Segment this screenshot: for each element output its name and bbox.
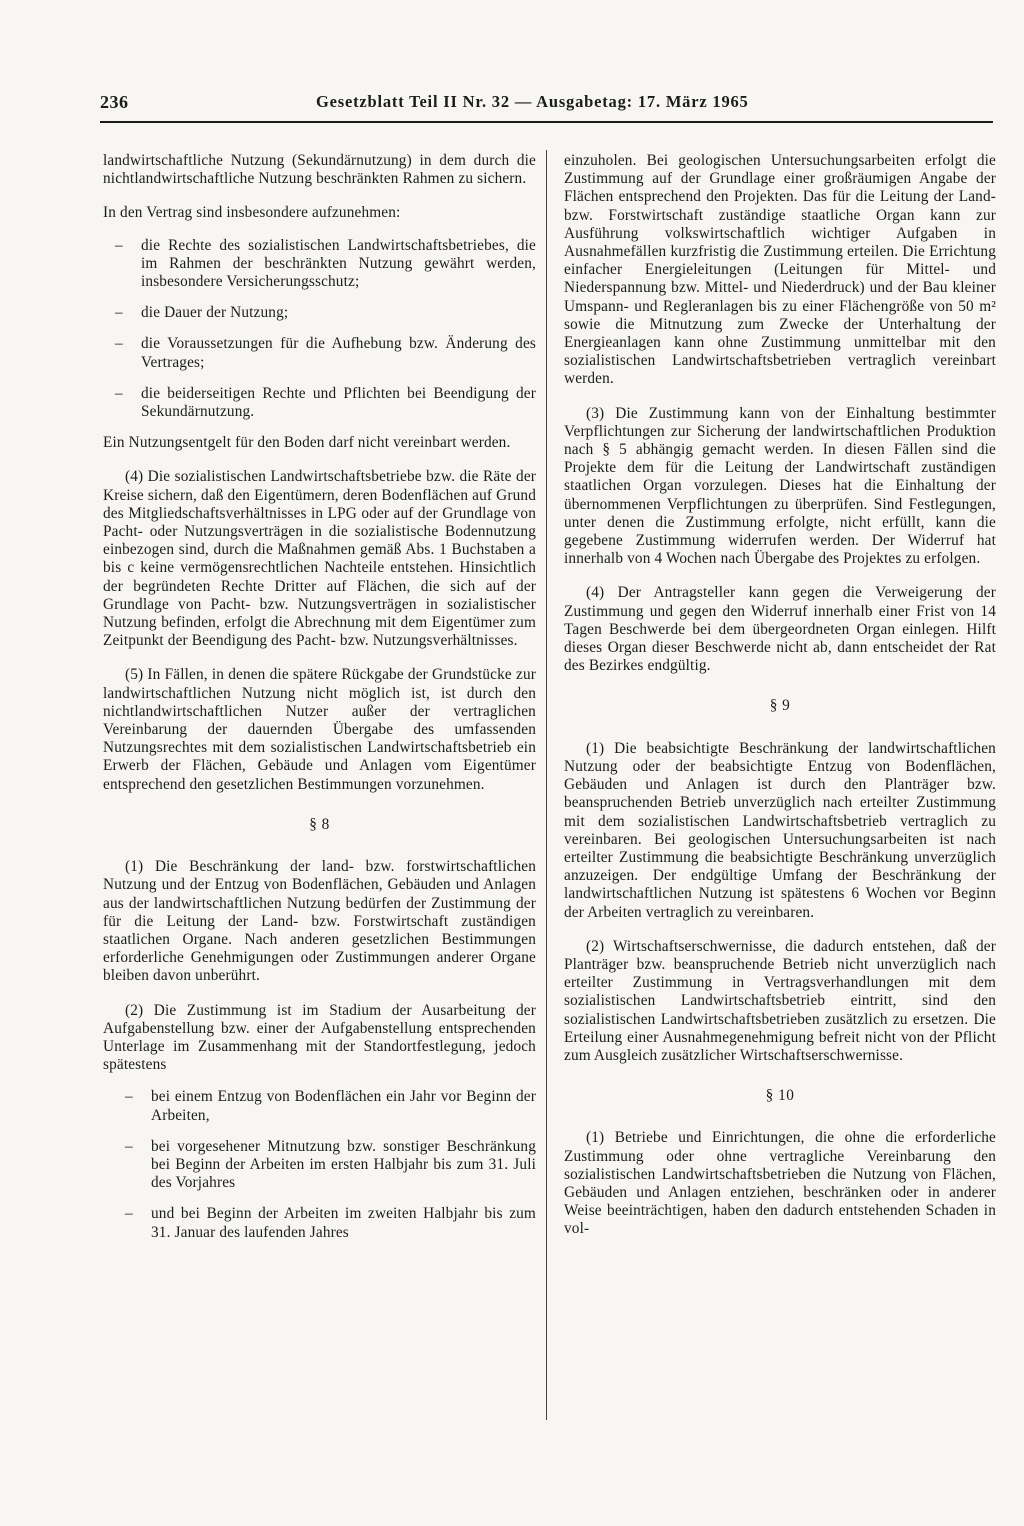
list-item: – die beiderseitigen Rechte und Pflichten bei Beendigung der Sekundärnutzung. xyxy=(115,384,536,421)
paragraph: landwirtschaftliche Nutzung (Sekundärnutzung) in dem durch die nichtlandwirtschaftliche Nutzung beschränkten Rahmen zu sichern. xyxy=(103,152,536,188)
paragraph: Ein Nutzungsentgelt für den Boden darf nicht vereinbart werden. xyxy=(103,434,511,452)
paragraph: (2) Die Zustimmung ist im Stadium der Ausarbeitung der Aufgabenstellung bzw. einer der Aufgabenstellung entsprechenden Unterlage im Zusammenhang mit der Standortfestlegung, jedoch spätestens xyxy=(103,1001,536,1074)
contract-items-list xyxy=(103,237,536,422)
paragraph: einzuholen. Bei geologischen Untersuchungsarbeiten erfolgt die Zustimmung auf der Grundlage einer großräumigen Angabe der Flächen entsprechend den Projekten. Das für die Leitung der Land- bzw. Forstwirtschaft zuständige staatliche Organ kann zur Ausführung volkswirtschaftlich wichtiger Aufgaben in Ausnahmefällen kurzfristig die Zustimmung erteilen. Die Errichtung einfacher Energieleitungen (Leitungen für Mittel- und Niederspannung bzw. Mittel- und Niederdruck) und der Bau kleiner Umspann- und Regleranlagen bis zu einer Flächengröße von 50 m² sowie die Mitnutzung zum Zwecke der Unterhaltung der Energieanlagen kann ohne Zustimmung unmittelbar mit den sozialistischen Landwirtschaftsbetrieben vertraglich vereinbart werden. xyxy=(564,152,996,388)
list-item: – und bei Beginn der Arbeiten im zweiten Halbjahr bis zum 31. Januar des laufenden Jahres xyxy=(125,1205,536,1241)
paragraph: In den Vertrag sind insbesondere aufzunehmen: xyxy=(103,204,401,222)
running-title: Gesetzblatt Teil II Nr. 32 — Ausgabetag: 17. März 1965 xyxy=(316,92,749,111)
section-heading-9: § 9 xyxy=(769,697,791,715)
column-rule xyxy=(546,150,547,1420)
dash-icon: – xyxy=(115,335,123,353)
paragraph: (1) Die beabsichtigte Beschränkung der landwirtschaftlichen Nutzung oder der beabsichtigte Entzug von Bodenflächen, Gebäuden und Anlagen ist durch den Planträger bzw. beanspruchenden Betrieb unverzüglich nach erteilter Zustimmung mit dem sozialistischen Landwirtschaftsbetrieb vertraglich zu vereinbaren. Bei geologischen Untersuchungsarbeiten ist nach erteilter Zustimmung die beabsichtigte Beschränkung unverzüglich anzuzeigen. Der endgültige Umfang der Beschränkung der landwirtschaftlichen Nutzung ist spätestens 6 Wochen vor Beginn der Arbeiten vertraglich zu vereinbaren. xyxy=(564,739,996,921)
deadline-list xyxy=(103,1088,536,1241)
list-item: – bei einem Entzug von Bodenflächen ein Jahr vor Beginn der Arbeiten, xyxy=(125,1088,536,1124)
dash-icon: – xyxy=(125,1205,133,1223)
header-rule xyxy=(100,121,993,123)
paragraph: (4) Der Antragsteller kann gegen die Verweigerung der Zustimmung und gegen den Widerruf innerhalb einer Frist von 14 Tagen Beschwerde bei dem übergeordneten Organ einlegen. Hilft dieses Organ dieser Beschwerde nicht ab, dann entscheidet der Rat des Bezirkes endgültig. xyxy=(564,584,996,675)
paragraph: (1) Die Beschränkung der land- bzw. forstwirtschaftlichen Nutzung und der Entzug von Bodenflächen, Gebäuden und Anlagen aus der landwirtschaftlichen Nutzung bedürfen der Zustimmung der für die Leitung der Land- bzw. Forstwirtschaft zuständigen staatlichen Organe. Nach anderen gesetzlichen Bestimmungen erforderliche Genehmigungen oder Zustimmungen anderer Organe bleiben davon unberührt. xyxy=(103,858,536,985)
dash-icon: – xyxy=(115,304,123,322)
list-item: – die Voraussetzungen für die Aufhebung bzw. Änderung des Vertrages; xyxy=(115,335,536,371)
dash-icon: – xyxy=(125,1137,133,1155)
dash-icon: – xyxy=(125,1088,133,1106)
right-column xyxy=(564,152,996,1239)
section-heading-10: § 10 xyxy=(765,1087,795,1105)
paragraph: (5) In Fällen, in denen die spätere Rückgabe der Grundstücke zur landwirtschaftlichen Nutzung nicht möglich ist, ist durch den nichtlandwirtschaftlichen Nutzer außer der vertraglichen Vereinbarung der dauernden Übergabe des umfassenden Nutzungsrechtes mit dem sozialistischen Landwirtschaftsbetrieb ein Erwerb der Flächen, Gebäude und Anlagen vom Eigentümer entsprechend den gesetzlichen Bestimmungen vorzunehmen. xyxy=(103,666,536,793)
dash-icon: – xyxy=(115,236,123,254)
left-column xyxy=(103,152,536,1255)
list-item: – die Dauer der Nutzung; xyxy=(115,304,289,322)
list-item: – bei vorgesehener Mitnutzung bzw. sonstiger Beschränkung bei Beginn der Arbeiten im ersten Halbjahr bis zum 31. Juli des Vorjahres xyxy=(125,1137,536,1192)
list-item: – die Rechte des sozialistischen Landwirtschaftsbetriebes, die im Rahmen der beschränkten Nutzung gewährt werden, insbesondere Versicherungsschutz; xyxy=(115,236,536,291)
page-number: 236 xyxy=(100,92,129,112)
paragraph: (3) Die Zustimmung kann von der Einhaltung bestimmter Verpflichtungen zur Sicherung der landwirtschaftlichen Produktion nach § 5 abhängig gemacht werden. In diesen Fällen sind die Projekte dem für die Leitung der Landwirtschaft zuständigen staatlichen Organ vorzulegen. Dieses hat die Einhaltung der übernommenen Verpflichtungen zu überprüfen. Sind Festlegungen, unter denen die Zustimmung erfolgte, nicht erfüllt, kann die gegebene Zustimmung widerrufen werden. Der Widerruf hat innerhalb von 4 Wochen nach Übergabe des Projektes zu erfolgen. xyxy=(564,404,996,568)
dash-icon: – xyxy=(115,384,123,402)
section-heading-8: § 8 xyxy=(309,815,330,833)
paragraph: (1) Betriebe und Einrichtungen, die ohne die erforderliche Zustimmung oder ohne vertragliche Vereinbarung den sozialistischen Landwirtschaftsbetrieben die Nutzung von Flächen, Gebäuden und Anlagen entziehen, beschränken oder in anderer Weise beeinträchtigen, haben den dadurch entstehenden Schaden in vol- xyxy=(564,1129,996,1238)
paragraph: (2) Wirtschaftserschwernisse, die dadurch entstehen, daß der Planträger bzw. beanspruchende Betrieb nicht unverzüglich nach erteilter Zustimmung in Vertragsverhandlungen mit dem sozialistischen Landwirtschaftsbetrieb eintritt, sind den sozialistischen Landwirtschaftsbetrieben zusätzlich zu ersetzen. Die Erteilung einer Ausnahmegenehmigung befreit nicht von der Pflicht zum Ausgleich zusätzlicher Wirtschaftserschwernisse. xyxy=(564,937,996,1064)
paragraph: (4) Die sozialistischen Landwirtschaftsbetriebe bzw. die Räte der Kreise sichern, daß den Eigentümern, deren Bodenflächen auf Grund des Mitgliedschaftsverhältnisses in LPG oder auf der Grundlage von Pacht- oder Nutzungsverträgen in die sozialistische Bodennutzung einbezogen sind, durch die Maßnahmen gemäß Abs. 1 Buchstaben a bis c keine vermögensrechtlichen Nachteile entstehen. Hinsichtlich der begründeten Rechte Dritter auf Flächen, die sich auf der Grundlage von Pacht- bzw. Nutzungsverträgen in sozialistischer Nutzung befinden, erfolgt die Abrechnung mit dem Eigentümer zum Zeitpunkt der Beendigung des Pacht- bzw. Nutzungsverhältnisses. xyxy=(103,468,536,650)
